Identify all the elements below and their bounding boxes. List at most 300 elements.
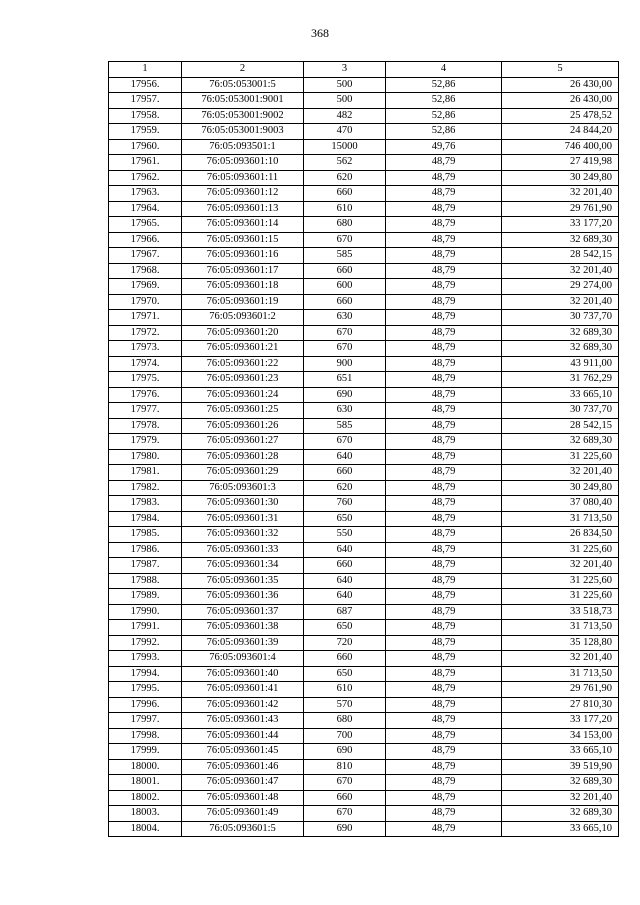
cadastral-number-cell: 76:05:093601:44 bbox=[182, 728, 304, 744]
rate-cell: 48,79 bbox=[386, 480, 502, 496]
table-row bbox=[109, 325, 619, 341]
area-cell: 660 bbox=[304, 790, 386, 806]
area-cell: 562 bbox=[304, 155, 386, 171]
amount-cell: 32 201,40 bbox=[502, 294, 619, 310]
area-cell: 687 bbox=[304, 604, 386, 620]
area-cell: 620 bbox=[304, 170, 386, 186]
table-row bbox=[109, 527, 619, 543]
rate-cell: 48,79 bbox=[386, 465, 502, 481]
area-cell: 690 bbox=[304, 387, 386, 403]
table-row bbox=[109, 635, 619, 651]
row-number-cell: 17966. bbox=[109, 232, 182, 248]
cadastral-number-cell: 76:05:093601:35 bbox=[182, 573, 304, 589]
area-cell: 660 bbox=[304, 651, 386, 667]
row-number-cell: 17979. bbox=[109, 434, 182, 450]
area-cell: 640 bbox=[304, 542, 386, 558]
cadastral-number-cell: 76:05:093601:28 bbox=[182, 449, 304, 465]
area-cell: 660 bbox=[304, 263, 386, 279]
table-row bbox=[109, 356, 619, 372]
table-row bbox=[109, 806, 619, 822]
table-row bbox=[109, 93, 619, 109]
area-cell: 650 bbox=[304, 620, 386, 636]
area-cell: 660 bbox=[304, 186, 386, 202]
table-row bbox=[109, 666, 619, 682]
row-number-cell: 17974. bbox=[109, 356, 182, 372]
cadastral-number-cell: 76:05:093601:18 bbox=[182, 279, 304, 295]
cadastral-number-cell: 76:05:093601:49 bbox=[182, 806, 304, 822]
area-cell: 651 bbox=[304, 372, 386, 388]
table-row bbox=[109, 449, 619, 465]
row-number-cell: 17978. bbox=[109, 418, 182, 434]
header-cell-2: 2 bbox=[182, 62, 304, 78]
amount-cell: 31 713,50 bbox=[502, 511, 619, 527]
area-cell: 500 bbox=[304, 93, 386, 109]
cadastral-number-cell: 76:05:053001:9001 bbox=[182, 93, 304, 109]
rate-cell: 48,79 bbox=[386, 790, 502, 806]
table-row bbox=[109, 558, 619, 574]
amount-cell: 32 201,40 bbox=[502, 263, 619, 279]
area-cell: 720 bbox=[304, 635, 386, 651]
rate-cell: 48,79 bbox=[386, 387, 502, 403]
cadastral-number-cell: 76:05:093601:34 bbox=[182, 558, 304, 574]
row-number-cell: 17989. bbox=[109, 589, 182, 605]
header-cell-3: 3 bbox=[304, 62, 386, 78]
cadastral-number-cell: 76:05:093601:15 bbox=[182, 232, 304, 248]
area-cell: 670 bbox=[304, 341, 386, 357]
rate-cell: 48,79 bbox=[386, 356, 502, 372]
row-number-cell: 17987. bbox=[109, 558, 182, 574]
table-row bbox=[109, 620, 619, 636]
area-cell: 700 bbox=[304, 728, 386, 744]
table-row bbox=[109, 124, 619, 140]
area-cell: 670 bbox=[304, 232, 386, 248]
table-row bbox=[109, 589, 619, 605]
amount-cell: 32 689,30 bbox=[502, 775, 619, 791]
area-cell: 482 bbox=[304, 108, 386, 124]
rate-cell: 48,79 bbox=[386, 713, 502, 729]
row-number-cell: 17982. bbox=[109, 480, 182, 496]
area-cell: 630 bbox=[304, 403, 386, 419]
cadastral-number-cell: 76:05:053001:5 bbox=[182, 77, 304, 93]
amount-cell: 31 762,29 bbox=[502, 372, 619, 388]
row-number-cell: 17985. bbox=[109, 527, 182, 543]
table-row bbox=[109, 434, 619, 450]
cadastral-number-cell: 76:05:053001:9003 bbox=[182, 124, 304, 140]
row-number-cell: 17986. bbox=[109, 542, 182, 558]
table-row bbox=[109, 310, 619, 326]
row-number-cell: 17995. bbox=[109, 682, 182, 698]
table-row bbox=[109, 821, 619, 837]
row-number-cell: 18004. bbox=[109, 821, 182, 837]
row-number-cell: 17981. bbox=[109, 465, 182, 481]
amount-cell: 32 689,30 bbox=[502, 341, 619, 357]
amount-cell: 26 834,50 bbox=[502, 527, 619, 543]
row-number-cell: 17971. bbox=[109, 310, 182, 326]
amount-cell: 43 911,00 bbox=[502, 356, 619, 372]
cadastral-number-cell: 76:05:093601:14 bbox=[182, 217, 304, 233]
row-number-cell: 18003. bbox=[109, 806, 182, 822]
amount-cell: 33 665,10 bbox=[502, 387, 619, 403]
header-cell-5: 5 bbox=[502, 62, 619, 78]
rate-cell: 48,79 bbox=[386, 620, 502, 636]
cadastral-number-cell: 76:05:093601:36 bbox=[182, 589, 304, 605]
table-row bbox=[109, 790, 619, 806]
amount-cell: 31 225,60 bbox=[502, 449, 619, 465]
rate-cell: 48,79 bbox=[386, 201, 502, 217]
row-number-cell: 17961. bbox=[109, 155, 182, 171]
page-number: 368 bbox=[311, 26, 329, 40]
amount-cell: 32 689,30 bbox=[502, 232, 619, 248]
cadastral-number-cell: 76:05:093601:47 bbox=[182, 775, 304, 791]
cadastral-number-cell: 76:05:093601:27 bbox=[182, 434, 304, 450]
rate-cell: 48,79 bbox=[386, 449, 502, 465]
amount-cell: 24 844,20 bbox=[502, 124, 619, 140]
cadastral-number-cell: 76:05:093601:32 bbox=[182, 527, 304, 543]
amount-cell: 32 201,40 bbox=[502, 558, 619, 574]
rate-cell: 48,79 bbox=[386, 651, 502, 667]
amount-cell: 27 419,98 bbox=[502, 155, 619, 171]
table-row bbox=[109, 387, 619, 403]
table-row bbox=[109, 279, 619, 295]
amount-cell: 26 430,00 bbox=[502, 93, 619, 109]
row-number-cell: 17991. bbox=[109, 620, 182, 636]
row-number-cell: 18000. bbox=[109, 759, 182, 775]
cadastral-number-cell: 76:05:093601:23 bbox=[182, 372, 304, 388]
amount-cell: 35 128,80 bbox=[502, 635, 619, 651]
row-number-cell: 17990. bbox=[109, 604, 182, 620]
cadastral-number-cell: 76:05:093601:31 bbox=[182, 511, 304, 527]
table-row bbox=[109, 217, 619, 233]
table-row bbox=[109, 759, 619, 775]
row-number-cell: 17988. bbox=[109, 573, 182, 589]
rate-cell: 48,79 bbox=[386, 341, 502, 357]
rate-cell: 48,79 bbox=[386, 310, 502, 326]
cadastral-number-cell: 76:05:093601:12 bbox=[182, 186, 304, 202]
amount-cell: 30 737,70 bbox=[502, 403, 619, 419]
amount-cell: 30 249,80 bbox=[502, 170, 619, 186]
rate-cell: 48,79 bbox=[386, 325, 502, 341]
amount-cell: 31 225,60 bbox=[502, 573, 619, 589]
table-row bbox=[109, 465, 619, 481]
table-row bbox=[109, 542, 619, 558]
amount-cell: 32 201,40 bbox=[502, 186, 619, 202]
amount-cell: 32 689,30 bbox=[502, 806, 619, 822]
table-row bbox=[109, 744, 619, 760]
cadastral-number-cell: 76:05:093601:39 bbox=[182, 635, 304, 651]
data-table bbox=[108, 61, 619, 837]
row-number-cell: 17983. bbox=[109, 496, 182, 512]
row-number-cell: 17976. bbox=[109, 387, 182, 403]
area-cell: 690 bbox=[304, 821, 386, 837]
header-row bbox=[109, 62, 619, 78]
row-number-cell: 17963. bbox=[109, 186, 182, 202]
rate-cell: 48,79 bbox=[386, 573, 502, 589]
rate-cell: 48,79 bbox=[386, 744, 502, 760]
rate-cell: 48,79 bbox=[386, 155, 502, 171]
rate-cell: 48,79 bbox=[386, 682, 502, 698]
row-number-cell: 17996. bbox=[109, 697, 182, 713]
table-row bbox=[109, 170, 619, 186]
amount-cell: 30 249,80 bbox=[502, 480, 619, 496]
cadastral-number-cell: 76:05:093601:21 bbox=[182, 341, 304, 357]
area-cell: 670 bbox=[304, 806, 386, 822]
amount-cell: 33 177,20 bbox=[502, 713, 619, 729]
row-number-cell: 17956. bbox=[109, 77, 182, 93]
rate-cell: 48,79 bbox=[386, 294, 502, 310]
row-number-cell: 17972. bbox=[109, 325, 182, 341]
amount-cell: 28 542,15 bbox=[502, 418, 619, 434]
table-row bbox=[109, 248, 619, 264]
row-number-cell: 18001. bbox=[109, 775, 182, 791]
cadastral-number-cell: 76:05:093601:29 bbox=[182, 465, 304, 481]
rate-cell: 49,76 bbox=[386, 139, 502, 155]
area-cell: 670 bbox=[304, 775, 386, 791]
cadastral-number-cell: 76:05:093601:33 bbox=[182, 542, 304, 558]
cadastral-number-cell: 76:05:093601:13 bbox=[182, 201, 304, 217]
amount-cell: 33 177,20 bbox=[502, 217, 619, 233]
rate-cell: 48,79 bbox=[386, 186, 502, 202]
row-number-cell: 17958. bbox=[109, 108, 182, 124]
cadastral-number-cell: 76:05:093601:11 bbox=[182, 170, 304, 186]
area-cell: 900 bbox=[304, 356, 386, 372]
area-cell: 630 bbox=[304, 310, 386, 326]
area-cell: 660 bbox=[304, 558, 386, 574]
row-number-cell: 17970. bbox=[109, 294, 182, 310]
area-cell: 500 bbox=[304, 77, 386, 93]
row-number-cell: 17969. bbox=[109, 279, 182, 295]
row-number-cell: 17993. bbox=[109, 651, 182, 667]
cadastral-number-cell: 76:05:093601:40 bbox=[182, 666, 304, 682]
row-number-cell: 17975. bbox=[109, 372, 182, 388]
header-cell-1: 1 bbox=[109, 62, 182, 78]
area-cell: 650 bbox=[304, 666, 386, 682]
cadastral-number-cell: 76:05:093601:46 bbox=[182, 759, 304, 775]
row-number-cell: 17960. bbox=[109, 139, 182, 155]
amount-cell: 27 810,30 bbox=[502, 697, 619, 713]
amount-cell: 31 225,60 bbox=[502, 542, 619, 558]
rate-cell: 48,79 bbox=[386, 372, 502, 388]
table-row bbox=[109, 294, 619, 310]
area-cell: 670 bbox=[304, 434, 386, 450]
cadastral-number-cell: 76:05:093601:22 bbox=[182, 356, 304, 372]
area-cell: 660 bbox=[304, 465, 386, 481]
rate-cell: 52,86 bbox=[386, 108, 502, 124]
amount-cell: 32 201,40 bbox=[502, 790, 619, 806]
amount-cell: 31 713,50 bbox=[502, 666, 619, 682]
amount-cell: 30 737,70 bbox=[502, 310, 619, 326]
table-row bbox=[109, 775, 619, 791]
table-row bbox=[109, 418, 619, 434]
area-cell: 760 bbox=[304, 496, 386, 512]
rate-cell: 48,79 bbox=[386, 697, 502, 713]
rate-cell: 48,79 bbox=[386, 403, 502, 419]
header-cell-4: 4 bbox=[386, 62, 502, 78]
table-row bbox=[109, 263, 619, 279]
rate-cell: 48,79 bbox=[386, 558, 502, 574]
row-number-cell: 17968. bbox=[109, 263, 182, 279]
amount-cell: 33 665,10 bbox=[502, 744, 619, 760]
amount-cell: 31 225,60 bbox=[502, 589, 619, 605]
table-row bbox=[109, 155, 619, 171]
amount-cell: 29 274,00 bbox=[502, 279, 619, 295]
rate-cell: 48,79 bbox=[386, 759, 502, 775]
row-number-cell: 17964. bbox=[109, 201, 182, 217]
row-number-cell: 17994. bbox=[109, 666, 182, 682]
cadastral-number-cell: 76:05:093601:48 bbox=[182, 790, 304, 806]
rate-cell: 52,86 bbox=[386, 124, 502, 140]
cadastral-number-cell: 76:05:093601:16 bbox=[182, 248, 304, 264]
cadastral-number-cell: 76:05:093601:10 bbox=[182, 155, 304, 171]
rate-cell: 48,79 bbox=[386, 511, 502, 527]
cadastral-number-cell: 76:05:093601:38 bbox=[182, 620, 304, 636]
row-number-cell: 17957. bbox=[109, 93, 182, 109]
rate-cell: 48,79 bbox=[386, 589, 502, 605]
area-cell: 660 bbox=[304, 294, 386, 310]
cadastral-number-cell: 76:05:093601:19 bbox=[182, 294, 304, 310]
rate-cell: 48,79 bbox=[386, 542, 502, 558]
cadastral-number-cell: 76:05:093601:24 bbox=[182, 387, 304, 403]
table-row bbox=[109, 713, 619, 729]
cadastral-number-cell: 76:05:093601:3 bbox=[182, 480, 304, 496]
area-cell: 620 bbox=[304, 480, 386, 496]
rate-cell: 52,86 bbox=[386, 77, 502, 93]
rate-cell: 48,79 bbox=[386, 434, 502, 450]
table-row bbox=[109, 108, 619, 124]
cadastral-number-cell: 76:05:093601:43 bbox=[182, 713, 304, 729]
amount-cell: 31 713,50 bbox=[502, 620, 619, 636]
area-cell: 690 bbox=[304, 744, 386, 760]
amount-cell: 33 518,73 bbox=[502, 604, 619, 620]
table-row bbox=[109, 728, 619, 744]
area-cell: 550 bbox=[304, 527, 386, 543]
row-number-cell: 17965. bbox=[109, 217, 182, 233]
rate-cell: 52,86 bbox=[386, 93, 502, 109]
rate-cell: 48,79 bbox=[386, 666, 502, 682]
amount-cell: 28 542,15 bbox=[502, 248, 619, 264]
amount-cell: 29 761,90 bbox=[502, 201, 619, 217]
rate-cell: 48,79 bbox=[386, 232, 502, 248]
area-cell: 810 bbox=[304, 759, 386, 775]
table-row bbox=[109, 186, 619, 202]
cadastral-number-cell: 76:05:053001:9002 bbox=[182, 108, 304, 124]
table-row bbox=[109, 651, 619, 667]
table-row bbox=[109, 511, 619, 527]
cadastral-number-cell: 76:05:093601:30 bbox=[182, 496, 304, 512]
rate-cell: 48,79 bbox=[386, 418, 502, 434]
area-cell: 610 bbox=[304, 201, 386, 217]
area-cell: 600 bbox=[304, 279, 386, 295]
rate-cell: 48,79 bbox=[386, 170, 502, 186]
rate-cell: 48,79 bbox=[386, 806, 502, 822]
area-cell: 680 bbox=[304, 217, 386, 233]
row-number-cell: 17967. bbox=[109, 248, 182, 264]
amount-cell: 37 080,40 bbox=[502, 496, 619, 512]
cadastral-number-cell: 76:05:093601:25 bbox=[182, 403, 304, 419]
row-number-cell: 17959. bbox=[109, 124, 182, 140]
row-number-cell: 17962. bbox=[109, 170, 182, 186]
table-body bbox=[109, 77, 619, 837]
area-cell: 640 bbox=[304, 589, 386, 605]
table-row bbox=[109, 77, 619, 93]
rate-cell: 48,79 bbox=[386, 527, 502, 543]
amount-cell: 32 689,30 bbox=[502, 325, 619, 341]
area-cell: 640 bbox=[304, 573, 386, 589]
cadastral-number-cell: 76:05:093601:42 bbox=[182, 697, 304, 713]
area-cell: 640 bbox=[304, 449, 386, 465]
area-cell: 650 bbox=[304, 511, 386, 527]
cadastral-number-cell: 76:05:093601:4 bbox=[182, 651, 304, 667]
table-row bbox=[109, 604, 619, 620]
area-cell: 670 bbox=[304, 325, 386, 341]
table-row bbox=[109, 232, 619, 248]
row-number-cell: 17973. bbox=[109, 341, 182, 357]
cadastral-number-cell: 76:05:093601:20 bbox=[182, 325, 304, 341]
cadastral-number-cell: 76:05:093601:45 bbox=[182, 744, 304, 760]
amount-cell: 32 689,30 bbox=[502, 434, 619, 450]
rate-cell: 48,79 bbox=[386, 248, 502, 264]
amount-cell: 32 201,40 bbox=[502, 651, 619, 667]
rate-cell: 48,79 bbox=[386, 496, 502, 512]
row-number-cell: 17998. bbox=[109, 728, 182, 744]
cadastral-number-cell: 76:05:093601:5 bbox=[182, 821, 304, 837]
amount-cell: 26 430,00 bbox=[502, 77, 619, 93]
cadastral-number-cell: 76:05:093501:1 bbox=[182, 139, 304, 155]
rate-cell: 48,79 bbox=[386, 728, 502, 744]
table-row bbox=[109, 403, 619, 419]
amount-cell: 29 761,90 bbox=[502, 682, 619, 698]
rate-cell: 48,79 bbox=[386, 217, 502, 233]
cadastral-number-cell: 76:05:093601:26 bbox=[182, 418, 304, 434]
area-cell: 15000 bbox=[304, 139, 386, 155]
amount-cell: 32 201,40 bbox=[502, 465, 619, 481]
area-cell: 610 bbox=[304, 682, 386, 698]
rate-cell: 48,79 bbox=[386, 821, 502, 837]
rate-cell: 48,79 bbox=[386, 604, 502, 620]
amount-cell: 39 519,90 bbox=[502, 759, 619, 775]
amount-cell: 25 478,52 bbox=[502, 108, 619, 124]
area-cell: 585 bbox=[304, 248, 386, 264]
rate-cell: 48,79 bbox=[386, 775, 502, 791]
table-row bbox=[109, 496, 619, 512]
table-row bbox=[109, 139, 619, 155]
table-row bbox=[109, 341, 619, 357]
cadastral-number-cell: 76:05:093601:17 bbox=[182, 263, 304, 279]
cadastral-number-cell: 76:05:093601:37 bbox=[182, 604, 304, 620]
row-number-cell: 17997. bbox=[109, 713, 182, 729]
rate-cell: 48,79 bbox=[386, 263, 502, 279]
table-row bbox=[109, 480, 619, 496]
amount-cell: 34 153,00 bbox=[502, 728, 619, 744]
row-number-cell: 17977. bbox=[109, 403, 182, 419]
cadastral-number-cell: 76:05:093601:41 bbox=[182, 682, 304, 698]
table-row bbox=[109, 372, 619, 388]
area-cell: 680 bbox=[304, 713, 386, 729]
table-row bbox=[109, 682, 619, 698]
row-number-cell: 17980. bbox=[109, 449, 182, 465]
row-number-cell: 17999. bbox=[109, 744, 182, 760]
rate-cell: 48,79 bbox=[386, 635, 502, 651]
row-number-cell: 18002. bbox=[109, 790, 182, 806]
table-row bbox=[109, 201, 619, 217]
table-row bbox=[109, 573, 619, 589]
amount-cell: 746 400,00 bbox=[502, 139, 619, 155]
row-number-cell: 17984. bbox=[109, 511, 182, 527]
area-cell: 570 bbox=[304, 697, 386, 713]
table-row bbox=[109, 697, 619, 713]
amount-cell: 33 665,10 bbox=[502, 821, 619, 837]
area-cell: 585 bbox=[304, 418, 386, 434]
cadastral-number-cell: 76:05:093601:2 bbox=[182, 310, 304, 326]
